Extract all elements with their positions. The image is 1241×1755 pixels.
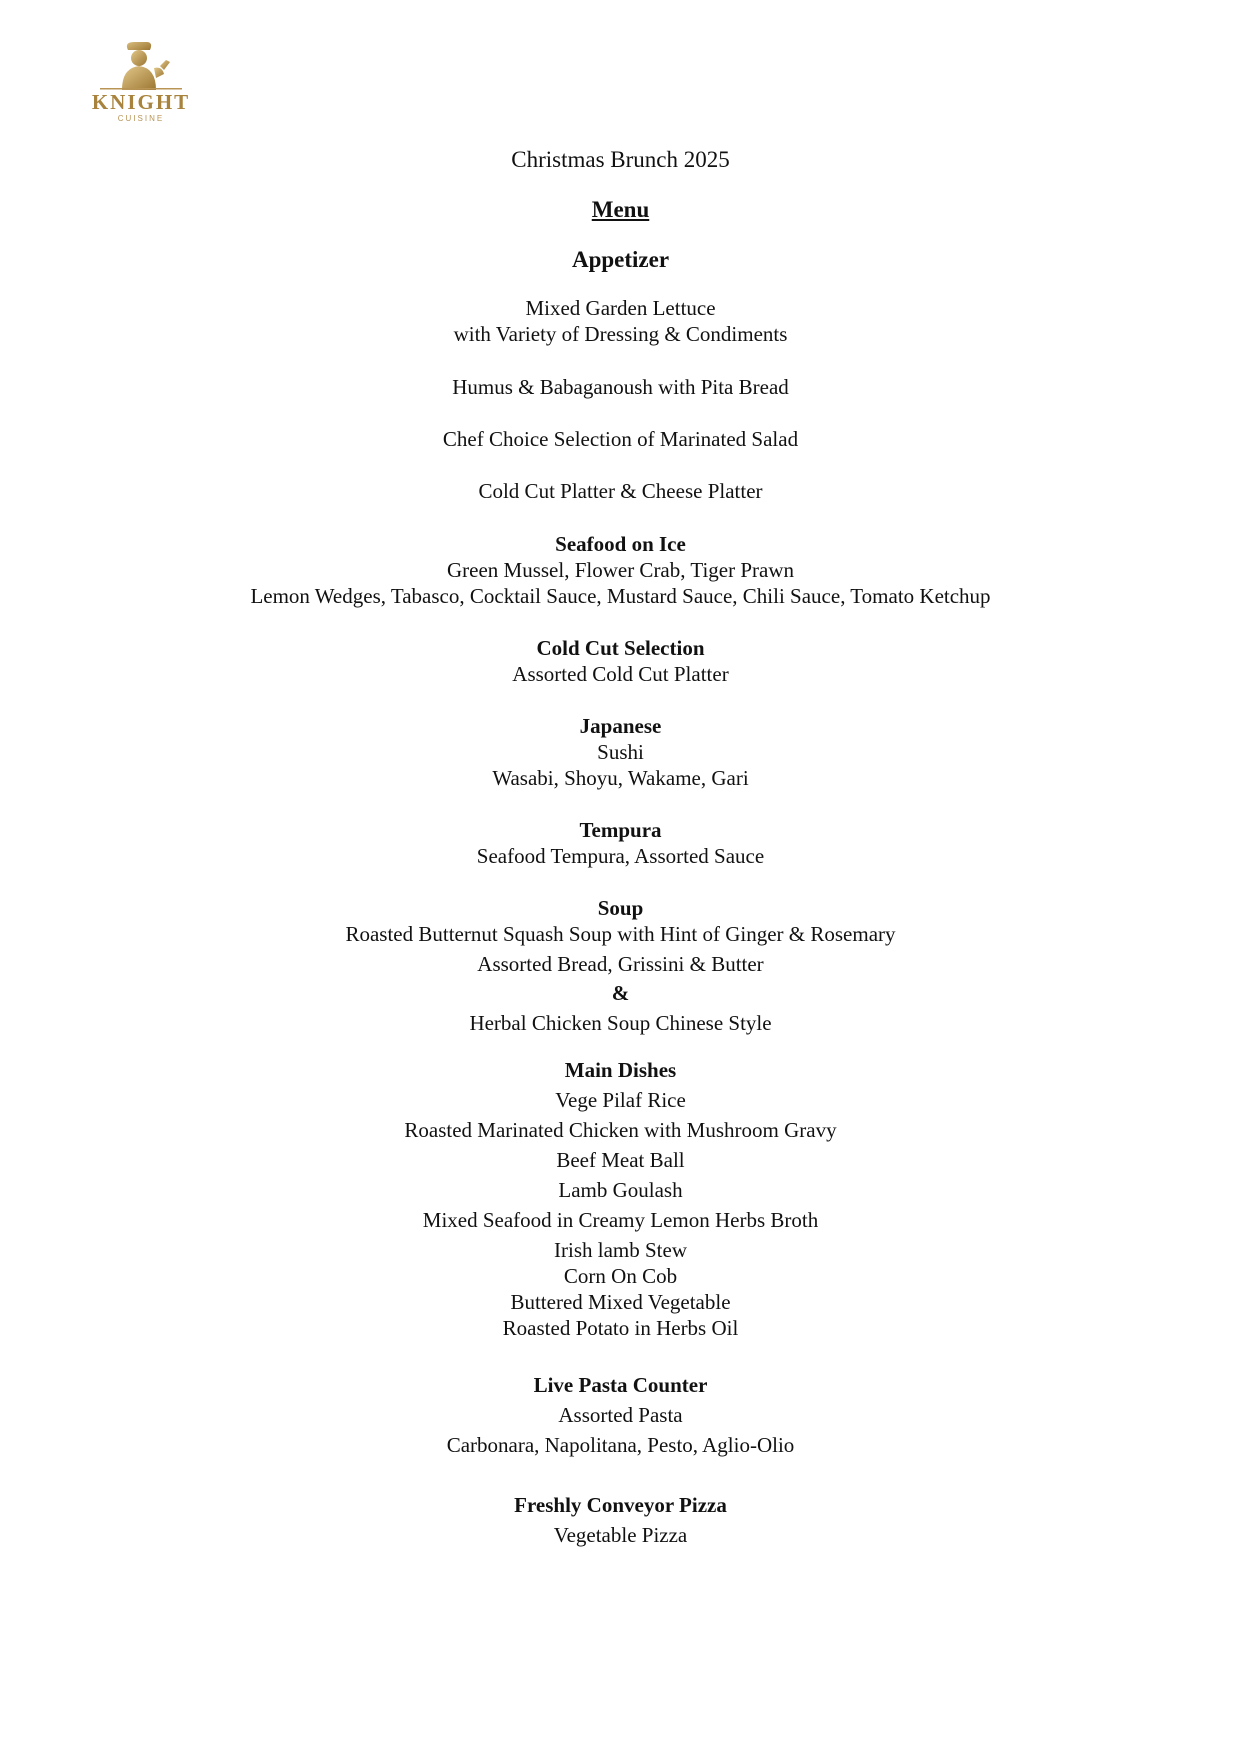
menu-item: Mixed Seafood in Creamy Lemon Herbs Broth bbox=[422, 1208, 819, 1232]
menu-item: Mixed Garden Lettuce bbox=[525, 296, 716, 320]
menu-item: Roasted Marinated Chicken with Mushroom Gravy bbox=[404, 1118, 837, 1142]
brand-tagline: CUISINE bbox=[117, 114, 165, 123]
section-heading-seafood: Seafood on Ice bbox=[555, 532, 686, 556]
menu-item: Buttered Mixed Vegetable bbox=[510, 1290, 731, 1314]
menu-item: Humus & Babaganoush with Pita Bread bbox=[452, 375, 789, 399]
menu-item: Seafood Tempura, Assorted Sauce bbox=[476, 844, 765, 868]
menu-item: Corn On Cob bbox=[563, 1264, 678, 1288]
menu-item: & bbox=[611, 981, 630, 1005]
section-heading-tempura: Tempura bbox=[579, 818, 662, 842]
menu-heading: Menu bbox=[591, 197, 650, 222]
menu-item: Herbal Chicken Soup Chinese Style bbox=[469, 1011, 772, 1035]
menu-item: Green Mussel, Flower Crab, Tiger Prawn bbox=[446, 558, 795, 582]
menu-item: Vege Pilaf Rice bbox=[555, 1088, 686, 1112]
menu-item: Irish lamb Stew bbox=[554, 1238, 687, 1262]
menu-item: Roasted Butternut Squash Soup with Hint of Ginger & Rosemary bbox=[345, 922, 896, 946]
menu-item: with Variety of Dressing & Condiments bbox=[453, 322, 788, 346]
menu-item: Assorted Pasta bbox=[558, 1403, 683, 1427]
menu-item: Carbonara, Napolitana, Pesto, Aglio-Olio bbox=[446, 1433, 795, 1457]
section-heading-japanese: Japanese bbox=[579, 714, 662, 738]
brand-name: KNIGHT bbox=[91, 90, 191, 114]
menu-item: Chef Choice Selection of Marinated Salad bbox=[442, 427, 799, 451]
menu-item: Sushi bbox=[597, 740, 644, 764]
chef-icon bbox=[86, 42, 196, 92]
menu-item: Roasted Potato in Herbs Oil bbox=[502, 1316, 739, 1340]
section-heading-pasta: Live Pasta Counter bbox=[533, 1373, 708, 1397]
section-heading-soup: Soup bbox=[597, 896, 644, 920]
page-title: Christmas Brunch 2025 bbox=[511, 147, 730, 172]
menu-item: Cold Cut Platter & Cheese Platter bbox=[478, 479, 763, 503]
menu-item: Assorted Cold Cut Platter bbox=[512, 662, 729, 686]
menu-item: Lemon Wedges, Tabasco, Cocktail Sauce, Mustard Sauce, Chili Sauce, Tomato Ketchup bbox=[250, 584, 991, 608]
brand-logo bbox=[86, 42, 196, 132]
menu-item: Beef Meat Ball bbox=[556, 1148, 685, 1172]
menu-item: Vegetable Pizza bbox=[553, 1523, 688, 1547]
menu-item: Wasabi, Shoyu, Wakame, Gari bbox=[492, 766, 749, 790]
menu-item: Assorted Bread, Grissini & Butter bbox=[477, 952, 764, 976]
section-heading-main: Main Dishes bbox=[564, 1058, 677, 1082]
menu-item: Lamb Goulash bbox=[558, 1178, 683, 1202]
section-heading-cold-cut: Cold Cut Selection bbox=[536, 636, 705, 660]
section-heading-appetizer: Appetizer bbox=[571, 247, 670, 272]
section-heading-pizza: Freshly Conveyor Pizza bbox=[514, 1493, 727, 1517]
